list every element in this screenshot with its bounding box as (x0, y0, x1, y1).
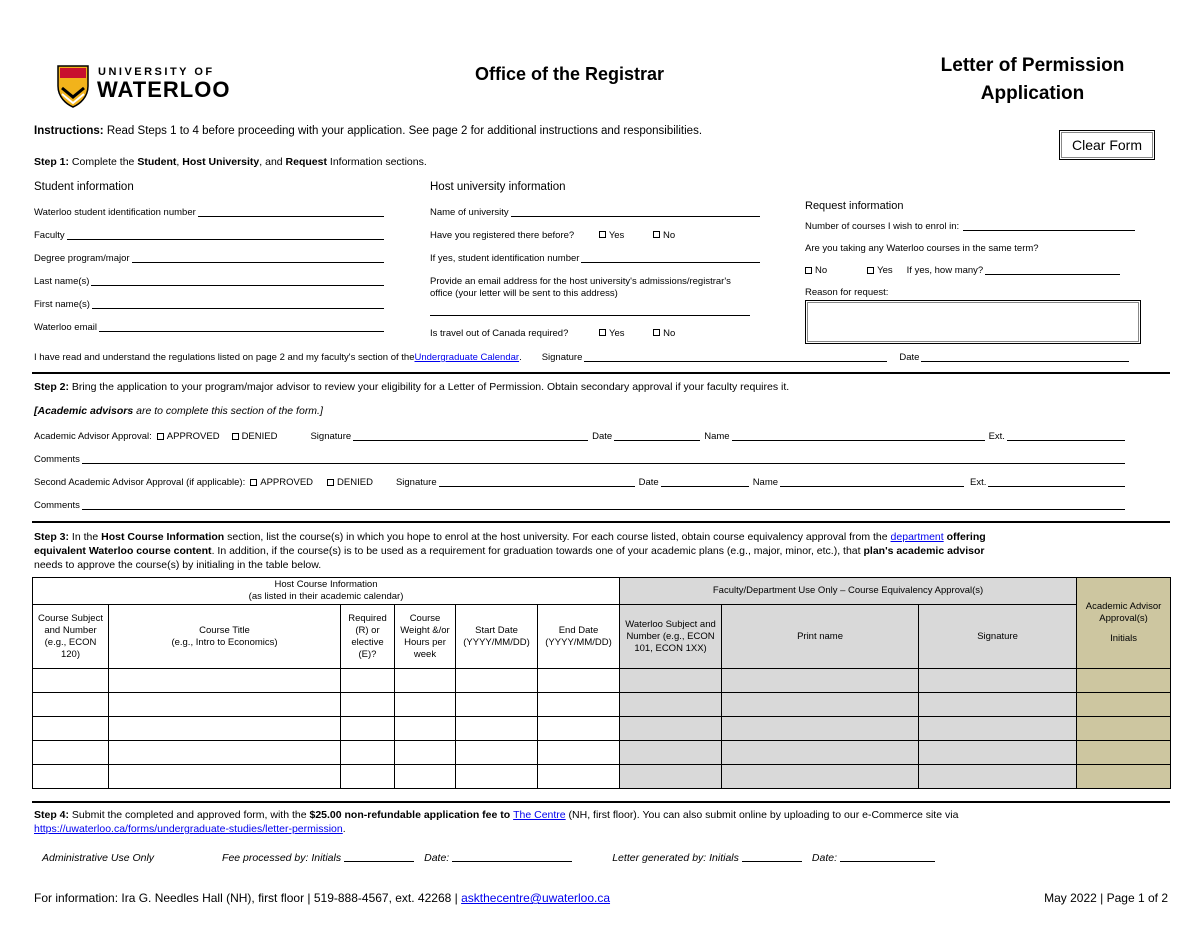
table-row (33, 693, 1171, 717)
form-title-line2: Application (980, 83, 1085, 104)
cell-input[interactable] (341, 717, 395, 741)
student-id-label: Waterloo student identification number (34, 207, 196, 218)
col-print: Print name (722, 605, 919, 669)
registered-no-checkbox[interactable] (653, 231, 660, 238)
cell-input[interactable] (919, 693, 1077, 717)
centre-link[interactable]: The Centre (513, 809, 566, 821)
cell-input[interactable] (395, 765, 456, 789)
clear-form-button[interactable]: Clear Form (1059, 130, 1155, 160)
taking-no-checkbox[interactable] (805, 267, 812, 274)
host-heading: Host university information (430, 181, 566, 193)
step1-b1: Student (137, 156, 177, 168)
travel-yes-checkbox[interactable] (599, 329, 606, 336)
advisor-comments-input[interactable] (82, 454, 1125, 464)
cell-input[interactable] (395, 741, 456, 765)
request-fields (805, 221, 1145, 299)
step1-b3: Request (285, 156, 327, 168)
ecommerce-link[interactable]: https://uwaterloo.ca/forms/undergraduate-studies/letter-permission (34, 823, 343, 835)
cell-input[interactable] (456, 741, 538, 765)
cell-input[interactable] (341, 669, 395, 693)
host-email-line1: Provide an email address for the host university's admissions/registrar's (430, 276, 731, 287)
fee-input[interactable] (344, 852, 414, 862)
cell-input[interactable] (620, 741, 722, 765)
logo-line2: WATERLOO (97, 77, 231, 102)
advisor-header-title: Academic Advisor Approval(s) (1085, 601, 1162, 624)
cell-input[interactable] (456, 669, 538, 693)
form-title-line1: Letter of Permission (940, 55, 1125, 76)
cell-input[interactable] (1077, 741, 1171, 765)
request-heading: Request information (805, 200, 904, 212)
divider (32, 372, 1170, 374)
cell-input[interactable] (109, 741, 341, 765)
second-date-input[interactable] (661, 477, 749, 487)
advisor-signature-label: Signature (310, 431, 352, 442)
letter-date-label: Date: (811, 852, 837, 864)
col-signature: Signature (919, 605, 1077, 669)
step4-text (34, 808, 1159, 836)
cell-input[interactable] (620, 765, 722, 789)
num-courses-row (805, 221, 1135, 243)
letter-input[interactable] (742, 852, 802, 862)
cell-input[interactable] (538, 717, 620, 741)
faculty-label: Faculty (34, 230, 65, 241)
registered-yes-checkbox[interactable] (599, 231, 606, 238)
second-ext-label: Ext. (970, 477, 987, 488)
declaration-signature-input[interactable] (584, 352, 887, 362)
step2-note-bold: [Academic advisors (34, 405, 134, 417)
advisor-approved-label: APPROVED (166, 431, 220, 442)
host-registered-row (430, 230, 760, 253)
host-id-row (430, 253, 760, 276)
col-title-main: Course Title (199, 624, 250, 636)
student-heading: Student information (34, 181, 134, 193)
student-field-row (34, 207, 384, 230)
cell-input[interactable] (456, 717, 538, 741)
department-link[interactable]: department (890, 531, 944, 543)
divider (32, 801, 1170, 803)
cell-input[interactable] (395, 693, 456, 717)
step1-text (34, 156, 427, 168)
declaration-date-input[interactable] (921, 352, 1129, 362)
advisor-approval-label: Academic Advisor Approval: (34, 431, 152, 442)
step2-note-italic: are to complete this section of the form.] (133, 405, 323, 417)
fee-date-label: Date: (424, 852, 450, 864)
student-field-row (34, 299, 384, 322)
num-courses-input[interactable] (963, 221, 1135, 231)
advisor-date-input[interactable] (614, 431, 700, 441)
registered-no-label: No (662, 230, 676, 241)
travel-row (430, 328, 760, 339)
cell-input[interactable] (341, 765, 395, 789)
cell-input[interactable] (1077, 669, 1171, 693)
host-name-label: Name of university (430, 207, 509, 218)
col-title-sub: (e.g., Intro to Economics) (171, 636, 278, 648)
travel-yes-label: Yes (609, 328, 625, 339)
student-id-input[interactable] (198, 207, 384, 217)
cell-input[interactable] (538, 741, 620, 765)
advisor-comments-label: Comments (34, 454, 80, 465)
col-waterloo: Waterloo Subject and Number (e.g., ECON 101, ECON 1XX) (620, 605, 722, 669)
cell-input[interactable] (620, 693, 722, 717)
col-required: Required (R) or elective (E)? (341, 605, 395, 669)
cell-input[interactable] (722, 669, 919, 693)
col-title (109, 605, 341, 669)
instructions-label: Instructions: (34, 125, 104, 137)
step4-label: Step 4: (34, 809, 70, 821)
email-label: Waterloo email (34, 322, 98, 333)
reason-textarea[interactable] (805, 300, 1141, 344)
cell-input[interactable] (341, 741, 395, 765)
step1-label: Step 1: (34, 156, 70, 168)
faculty-input[interactable] (67, 230, 384, 240)
cell-input[interactable] (620, 717, 722, 741)
table-row (33, 669, 1171, 693)
footer-email-link[interactable]: askthecentre@uwaterloo.ca (461, 891, 611, 905)
host-name-input[interactable] (511, 207, 760, 217)
degree-input[interactable] (132, 253, 384, 263)
taking-row (805, 265, 1120, 287)
host-id-label: If yes, student identification number (430, 253, 580, 264)
advisor-name-label: Name (704, 431, 730, 442)
step1-b2: Host University (182, 156, 260, 168)
step1-t3: , and (259, 156, 286, 168)
footer-info (34, 891, 610, 905)
second-comments-label: Comments (34, 500, 80, 511)
instructions (34, 125, 702, 137)
col-end-sub: (YYYY/MM/DD) (545, 636, 612, 648)
declaration-row (34, 352, 1129, 363)
host-name-row (430, 207, 760, 230)
cell-input[interactable] (538, 669, 620, 693)
last-name-input[interactable] (91, 276, 384, 286)
cell-input[interactable] (919, 669, 1077, 693)
step4-period: . (342, 823, 346, 835)
travel-label: Is travel out of Canada required? (430, 328, 569, 339)
cell-input[interactable] (538, 765, 620, 789)
admin-label: Administrative Use Only (42, 852, 155, 864)
host-id-input[interactable] (581, 253, 760, 263)
step3-b4: plan's academic advisor (863, 545, 985, 557)
taking-yes-label: Yes (877, 265, 893, 276)
second-comments-input[interactable] (82, 500, 1125, 510)
logo-line1: UNIVERSITY OF (98, 66, 215, 78)
second-denied-label: DENIED (337, 477, 373, 488)
col-start-main: Start Date (475, 624, 518, 636)
cell-input[interactable] (33, 765, 109, 789)
table-row (33, 717, 1171, 741)
taking-label: Are you taking any Waterloo courses in the same term? (805, 243, 1039, 254)
cell-input[interactable] (722, 741, 919, 765)
second-approved-label: APPROVED (260, 477, 314, 488)
cell-input[interactable] (1077, 765, 1171, 789)
cell-input[interactable] (722, 693, 919, 717)
admin-row (42, 852, 935, 864)
step1-t1: Complete the (69, 156, 138, 168)
advisor-approved-checkbox[interactable] (157, 433, 164, 440)
cell-input[interactable] (33, 717, 109, 741)
cell-input[interactable] (33, 693, 109, 717)
second-approval-row (34, 477, 1125, 488)
advisor-approval-row (34, 431, 1125, 442)
step3-b2: offering (943, 531, 986, 543)
degree-label: Degree program/major (34, 253, 130, 264)
student-field-row (34, 230, 384, 253)
cell-input[interactable] (1077, 717, 1171, 741)
host-email-label (430, 276, 760, 300)
step3-t3: . In addition, if the course(s) is to be used as a requirement for graduation towards one of your academic plans (e.g., major, minor, etc.), that (211, 545, 864, 557)
travel-no-label: No (663, 328, 676, 339)
step3-t2: section, list the course(s) in which you hope to enrol at the host university. For each course listed, obtain course equivalency approval from the (224, 531, 891, 543)
student-field-row (34, 276, 384, 299)
office-title: Office of the Registrar (475, 64, 665, 84)
step4-t1: Submit the completed and approved form, with the (69, 809, 310, 821)
cell-input[interactable] (341, 693, 395, 717)
cell-input[interactable] (722, 765, 919, 789)
fee-date-input[interactable] (452, 852, 572, 862)
cell-input[interactable] (538, 693, 620, 717)
advisor-ext-label: Ext. (988, 431, 1005, 442)
step2-note (34, 405, 323, 417)
advisor-header (1077, 578, 1171, 669)
declaration-period: . (519, 352, 522, 363)
registered-yes-label: Yes (608, 230, 625, 241)
second-signature-label: Signature (395, 477, 437, 488)
step2-label: Step 2: (34, 381, 70, 393)
second-name-input[interactable] (780, 477, 964, 487)
step1-t2: , (176, 156, 183, 168)
first-name-input[interactable] (92, 299, 384, 309)
host-email-input[interactable] (430, 306, 750, 316)
declaration-signature-label: Signature (541, 352, 583, 363)
calendar-link[interactable]: Undergraduate Calendar (414, 352, 520, 363)
student-field-row (34, 322, 384, 345)
step3-t4: needs to approve the course(s) by initialing in the table below. (34, 559, 322, 571)
host-course-sub: (as listed in their academic calendar) (248, 591, 404, 602)
instructions-text: Read Steps 1 to 4 before proceeding with your application. See page 2 for additional instructions and responsibilities. (103, 125, 703, 137)
host-course-title: Host Course Information (274, 579, 378, 590)
second-approval-label: Second Academic Advisor Approval (if applicable): (34, 477, 246, 488)
cell-input[interactable] (109, 693, 341, 717)
col-start-sub: (YYYY/MM/DD) (463, 636, 530, 648)
cell-input[interactable] (1077, 693, 1171, 717)
second-signature-input[interactable] (439, 477, 635, 487)
num-courses-label: Number of courses I wish to enrol in: (805, 221, 960, 232)
divider (32, 521, 1170, 523)
email-input[interactable] (99, 322, 384, 332)
step1-t4: Information sections. (326, 156, 427, 168)
footer-info-text: For information: Ira G. Needles Hall (NH), first floor | 519-888-4567, ext. 42268 | (34, 891, 462, 905)
last-name-label: Last name(s) (34, 276, 90, 287)
host-fields (430, 207, 760, 339)
fee-label: Fee processed by: Initials (222, 852, 342, 864)
cell-input[interactable] (722, 717, 919, 741)
advisor-ext-input[interactable] (1007, 431, 1125, 441)
cell-input[interactable] (33, 669, 109, 693)
col-start (456, 605, 538, 669)
advisor-denied-label: DENIED (241, 431, 278, 442)
col-weight: Course Weight &/or Hours per week (395, 605, 456, 669)
host-email-line2: office (your letter will be sent to this address) (430, 288, 618, 299)
cell-input[interactable] (395, 669, 456, 693)
advisor-date-label: Date (592, 431, 613, 442)
uw-logo (56, 64, 246, 110)
step4-t2: (NH, first floor). You can also submit online by uploading to our e-Commerce site via (565, 809, 959, 821)
cell-input[interactable] (33, 741, 109, 765)
step2-text (34, 381, 789, 393)
table-row (33, 741, 1171, 765)
step3-b3: equivalent Waterloo course content (34, 545, 212, 557)
cell-input[interactable] (620, 669, 722, 693)
cell-input[interactable] (395, 717, 456, 741)
second-denied-checkbox[interactable] (327, 479, 334, 486)
cell-input[interactable] (919, 765, 1077, 789)
step3-b1: Host Course Information (101, 531, 225, 543)
cell-input[interactable] (456, 765, 538, 789)
second-comments-row (34, 500, 1125, 511)
letter-label: Letter generated by: Initials (612, 852, 739, 864)
cell-input[interactable] (109, 669, 341, 693)
travel-no-checkbox[interactable] (653, 329, 660, 336)
step3-label: Step 3: (34, 531, 70, 543)
step3-text (34, 530, 1159, 572)
letter-date-input[interactable] (840, 852, 935, 862)
cell-input[interactable] (109, 765, 341, 789)
first-name-label: First name(s) (34, 299, 90, 310)
col-subject: Course Subject and Number (e.g., ECON 120) (33, 605, 109, 669)
col-end (538, 605, 620, 669)
second-name-label: Name (752, 477, 779, 488)
taking-no-label: No (815, 265, 828, 276)
second-ext-input[interactable] (988, 477, 1125, 487)
col-end-main: End Date (558, 624, 599, 636)
step4-b1: $25.00 non-refundable application fee to (309, 809, 514, 821)
student-field-row (34, 253, 384, 276)
how-many-label: If yes, how many? (906, 265, 984, 276)
advisor-name-input[interactable] (732, 431, 985, 441)
student-fields (34, 207, 384, 345)
course-table (32, 577, 1171, 789)
faculty-header: Faculty/Department Use Only – Course Equivalency Approval(s) (620, 578, 1077, 605)
declaration-text: I have read and understand the regulations listed on page 2 and my faculty's section of the (34, 352, 415, 363)
advisor-comments-row (34, 454, 1125, 465)
second-date-label: Date (638, 477, 659, 488)
crest-icon (56, 64, 90, 108)
declaration-date-label: Date (899, 352, 920, 363)
registered-label: Have you registered there before? (430, 230, 575, 241)
footer-page: May 2022 | Page 1 of 2 (1044, 891, 1168, 905)
advisor-header-sub: Initials (1110, 633, 1138, 644)
reason-label: Reason for request: (805, 287, 889, 298)
step3-t1: In the (69, 531, 102, 543)
advisor-signature-input[interactable] (353, 431, 588, 441)
form-title (920, 52, 1145, 108)
cell-input[interactable] (919, 717, 1077, 741)
step2-body: Bring the application to your program/major advisor to review your eligibility for a Letter of Permission. Obtain secondary approval if your faculty requires it. (69, 381, 790, 393)
host-course-header (33, 578, 620, 605)
table-row (33, 765, 1171, 789)
cell-input[interactable] (109, 717, 341, 741)
how-many-input[interactable] (985, 265, 1120, 275)
taking-yes-checkbox[interactable] (867, 267, 874, 274)
cell-input[interactable] (456, 693, 538, 717)
cell-input[interactable] (919, 741, 1077, 765)
advisor-denied-checkbox[interactable] (232, 433, 239, 440)
second-approved-checkbox[interactable] (250, 479, 257, 486)
